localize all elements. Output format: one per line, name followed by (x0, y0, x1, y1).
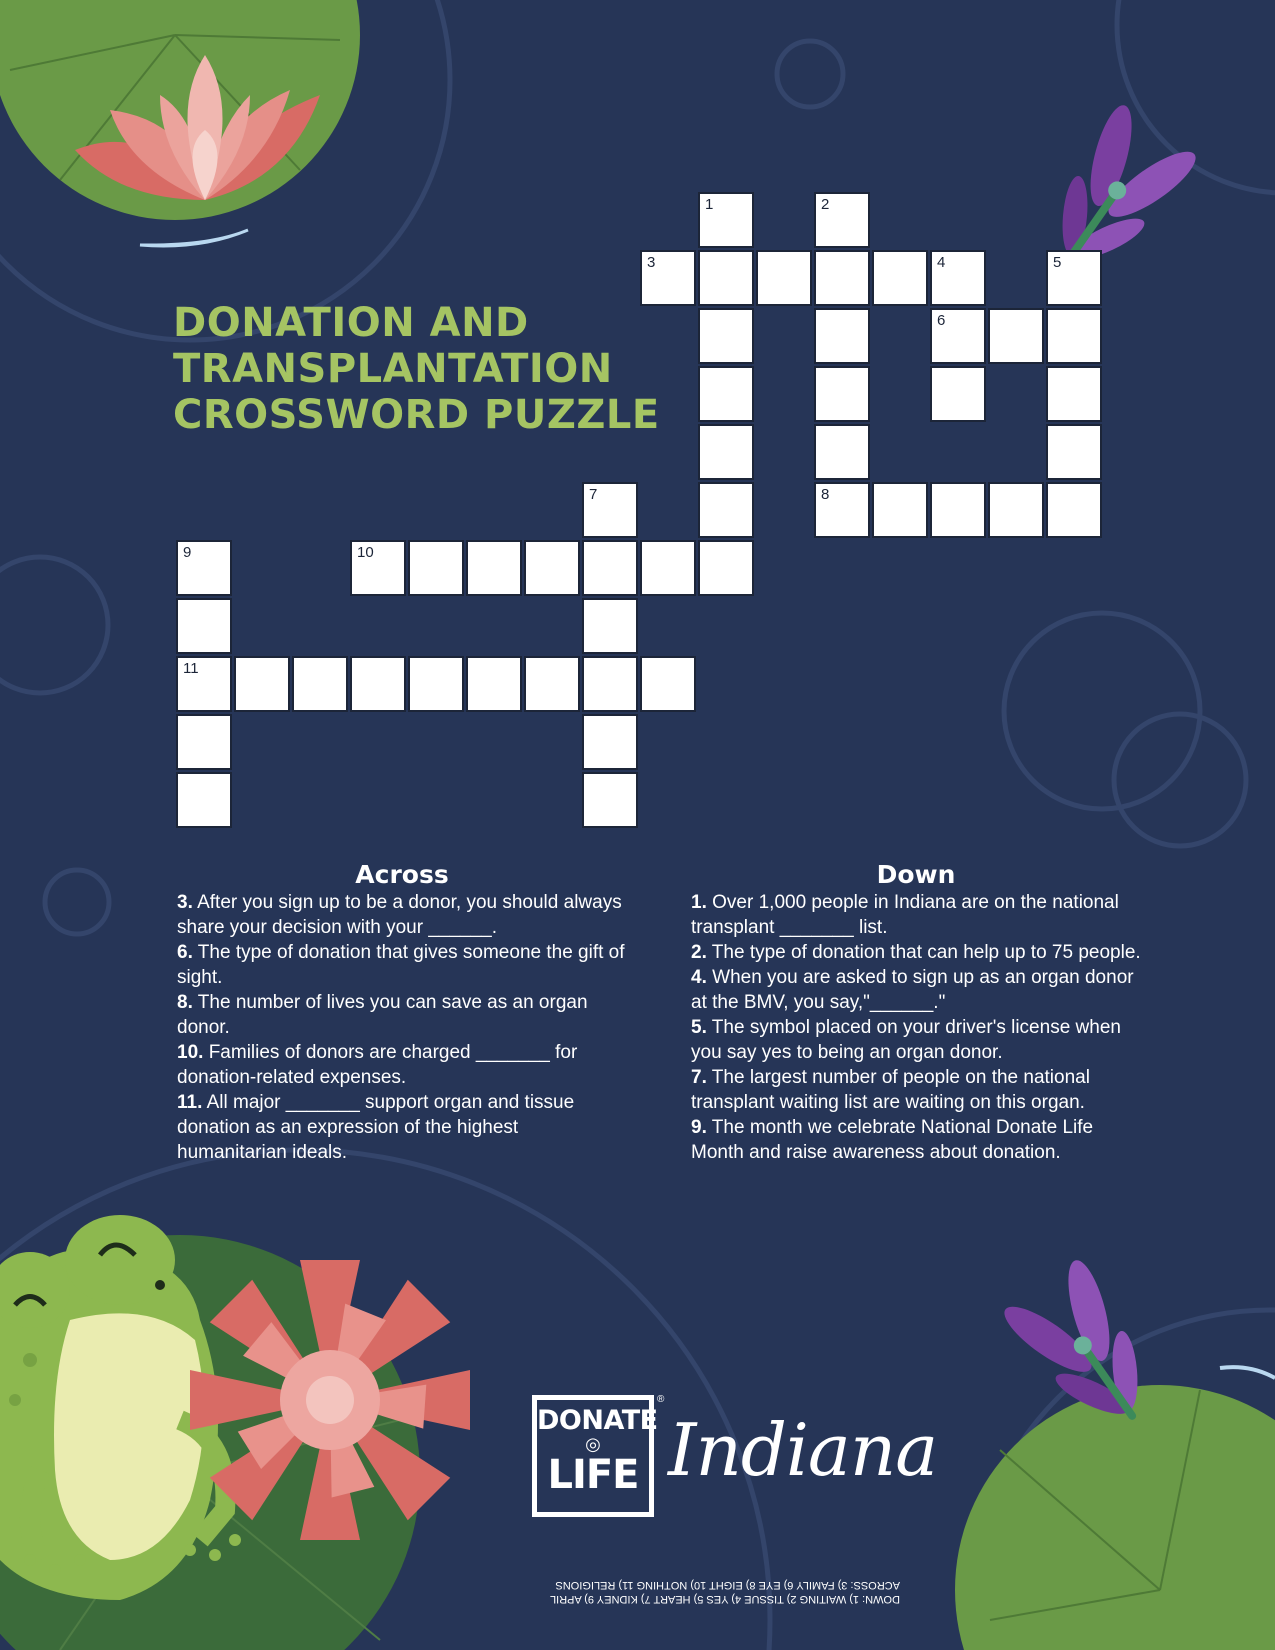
ripple-circle (45, 870, 109, 934)
cell-number: 11 (183, 660, 199, 677)
clue-number: 9. (691, 1117, 707, 1138)
clue-text: The month we celebrate National Donate Life Month and raise awareness about donation. (691, 1117, 1094, 1163)
crossword-cell[interactable] (930, 308, 986, 364)
clue-number: 3. (177, 892, 193, 913)
crossword-cell[interactable] (640, 540, 696, 596)
crossword-cell[interactable] (872, 250, 928, 306)
crossword-cell[interactable] (176, 598, 232, 654)
crossword-cell[interactable] (930, 250, 986, 306)
crossword-cell[interactable] (176, 540, 232, 596)
clue-down-7 (691, 1065, 1141, 1115)
crossword-cell[interactable] (408, 540, 464, 596)
crossword-cell[interactable] (350, 656, 406, 712)
title-line: DONATION AND (173, 300, 529, 346)
crossword-cell[interactable] (756, 250, 812, 306)
clue-text: Families of donors are charged _______ for donation-related expenses. (177, 1042, 578, 1088)
across-clues (177, 860, 627, 1165)
clue-text: When you are asked to sign up as an organ donor at the BMV, you say,"______." (691, 967, 1134, 1013)
clue-down-2 (691, 940, 1141, 965)
clue-text: The type of donation that gives someone the gift of sight. (177, 942, 625, 988)
clue-across-6 (177, 940, 627, 990)
clue-text: The number of lives you can save as an organ donor. (177, 992, 588, 1038)
crossword-cell[interactable] (292, 656, 348, 712)
clue-down-9 (691, 1115, 1141, 1165)
logo-life-text: LIFE (547, 1452, 639, 1498)
page-title (173, 300, 673, 438)
crossword-cell[interactable] (524, 656, 580, 712)
clue-across-3 (177, 890, 627, 940)
clue-text: The symbol placed on your driver's license when you say yes to being an organ donor. (691, 1017, 1121, 1063)
crossword-cell[interactable] (176, 772, 232, 828)
swirl-icon: ◎ (585, 1434, 601, 1455)
cell-number: 10 (357, 544, 374, 561)
registered-mark: ® (657, 1394, 665, 1405)
clue-down-5 (691, 1015, 1141, 1065)
crossword-cell[interactable] (582, 714, 638, 770)
crossword-cell[interactable] (408, 656, 464, 712)
crossword-cell[interactable] (698, 540, 754, 596)
crossword-cell[interactable] (1046, 482, 1102, 538)
crossword-cell[interactable] (698, 424, 754, 480)
crossword-cell[interactable] (814, 424, 870, 480)
title-line: TRANSPLANTATION (173, 346, 613, 392)
crossword-cell[interactable] (988, 308, 1044, 364)
top-left-lily-pad (0, 0, 360, 246)
cell-number: 1 (705, 196, 714, 213)
crossword-cell[interactable] (1046, 424, 1102, 480)
crossword-cell[interactable] (176, 714, 232, 770)
ripple-circle (1114, 714, 1246, 846)
crossword-cell[interactable] (698, 482, 754, 538)
clue-across-10 (177, 1040, 627, 1090)
crossword-cell[interactable] (698, 192, 754, 248)
crossword-cell[interactable] (872, 482, 928, 538)
cell-number: 7 (589, 486, 598, 503)
crossword-cell[interactable] (988, 482, 1044, 538)
cell-number: 5 (1053, 254, 1062, 271)
crossword-cell[interactable] (582, 482, 638, 538)
clue-text: The largest number of people on the national transplant waiting list are waiting on this organ. (691, 1067, 1090, 1113)
crossword-cell[interactable] (698, 308, 754, 364)
ripple-circle (1004, 613, 1200, 809)
crossword-cell[interactable] (1046, 366, 1102, 422)
crossword-cell[interactable] (466, 656, 522, 712)
title-line: CROSSWORD PUZZLE (173, 392, 660, 438)
clue-down-1 (691, 890, 1141, 940)
crossword-cell[interactable] (814, 250, 870, 306)
crossword-cell[interactable] (1046, 308, 1102, 364)
clue-text: After you sign up to be a donor, you should always share your decision with your ______. (177, 892, 622, 938)
cell-number: 9 (183, 544, 192, 561)
answer-key-down: DOWN: 1) WAITING 2) TISSUE 4) YES 5) HEART 7) KIDNEY 9) APRIL (549, 1593, 900, 1605)
logo-donate-text: DONATE (537, 1405, 658, 1436)
clue-number: 4. (691, 967, 707, 988)
clue-down-4 (691, 965, 1141, 1015)
clue-number: 11. (177, 1092, 203, 1113)
logo-state-script: Indiana (668, 1408, 938, 1492)
ripple-circle (0, 557, 108, 693)
across-heading: Across (355, 860, 449, 889)
water-ripple-line (140, 230, 248, 246)
cell-number: 2 (821, 196, 830, 213)
crossword-cell[interactable] (1046, 250, 1102, 306)
crossword-cell[interactable] (640, 250, 696, 306)
clue-number: 5. (691, 1017, 707, 1038)
clue-across-11 (177, 1090, 627, 1165)
cell-number: 3 (647, 254, 656, 271)
crossword-cell[interactable] (582, 656, 638, 712)
crossword-cell[interactable] (698, 366, 754, 422)
lotus-flower-icon (190, 1260, 470, 1540)
crossword-cell[interactable] (814, 366, 870, 422)
clue-text: All major _______ support organ and tissue donation as an expression of the highest humanitarian ideals. (177, 1092, 575, 1163)
crossword-cell[interactable] (524, 540, 580, 596)
crossword-cell[interactable] (930, 482, 986, 538)
crossword-cell[interactable] (814, 192, 870, 248)
crossword-cell[interactable] (930, 366, 986, 422)
crossword-cell[interactable] (582, 772, 638, 828)
lily-pad (955, 1385, 1275, 1650)
crossword-cell[interactable] (466, 540, 522, 596)
cell-number: 8 (821, 486, 830, 503)
crossword-cell[interactable] (234, 656, 290, 712)
clue-text: Over 1,000 people in Indiana are on the national transplant _______ list. (691, 892, 1119, 938)
answer-key-across: ACROSS: 3) FAMILY 6) EYE 8) EIGHT 10) NOTHING 11) RELIGIONS (555, 1579, 900, 1591)
crossword-cell[interactable] (582, 540, 638, 596)
ripple-circle (777, 41, 843, 107)
crossword-cell[interactable] (176, 656, 232, 712)
answer-key (530, 1578, 900, 1606)
donate-life-logo (532, 1395, 658, 1517)
crossword-cell[interactable] (640, 656, 696, 712)
crossword-cell[interactable] (698, 250, 754, 306)
crossword-cell[interactable] (814, 482, 870, 538)
crossword-cell[interactable] (350, 540, 406, 596)
clue-text: The type of donation that can help up to 75 people. (711, 942, 1141, 963)
down-clues (691, 860, 1141, 1165)
crossword-cell[interactable] (814, 308, 870, 364)
clue-number: 6. (177, 942, 193, 963)
clue-across-8 (177, 990, 627, 1040)
cell-number: 6 (937, 312, 946, 329)
ripple-circle (1117, 0, 1275, 193)
cell-number: 4 (937, 254, 946, 271)
crossword-cell[interactable] (582, 598, 638, 654)
clue-number: 8. (177, 992, 193, 1013)
clue-number: 7. (691, 1067, 707, 1088)
clue-number: 2. (691, 942, 707, 963)
clue-number: 10. (177, 1042, 204, 1063)
down-heading: Down (876, 860, 956, 889)
clue-number: 1. (691, 892, 707, 913)
